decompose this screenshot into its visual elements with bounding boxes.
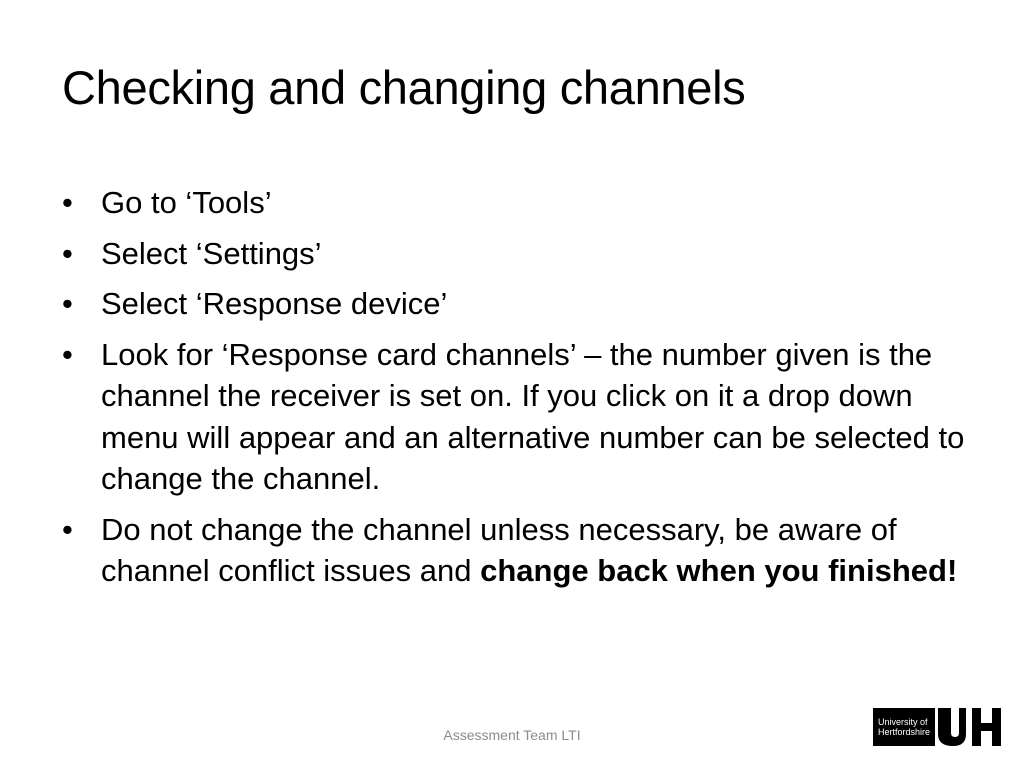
bullet-icon: •: [62, 286, 73, 321]
bullet-item-settings: [62, 233, 967, 275]
logo-line-1: University of: [878, 717, 928, 727]
bullet-item-response-card-channels: [62, 334, 967, 500]
bullet-icon: •: [62, 185, 73, 220]
bullet-text: Look for ‘Response card channels’ – the number given is the channel the receiver is set on. If you click on it a drop down menu will appear and an alternative number can be selected to change the channel.: [101, 336, 965, 496]
bullet-text: Go to ‘Tools’: [101, 185, 272, 220]
logo-wordmark: [873, 708, 935, 746]
bullet-list: [62, 182, 967, 601]
university-of-hertfordshire-logo: [873, 708, 1003, 746]
bullet-item-channel-warning: [62, 509, 967, 592]
bullet-text: Select ‘Response device’: [101, 286, 448, 321]
bullet-text: Select ‘Settings’: [101, 235, 322, 271]
bullet-icon: •: [62, 336, 73, 372]
slide-title: Checking and changing channels: [62, 61, 746, 114]
bullet-icon: •: [62, 511, 73, 547]
bullet-emphasis-text: change back when you finished!: [480, 553, 958, 588]
bullet-text: Do not change the channel unless necessary, be aware of channel conflict issues and: [101, 511, 897, 588]
bullet-item-tools: [62, 182, 967, 224]
slide-footer: Assessment Team LTI: [443, 727, 581, 743]
logo-line-2: Hertfordshire: [878, 727, 931, 737]
bullet-item-response-device: [62, 283, 967, 325]
bullet-icon: •: [62, 235, 73, 271]
uh-logo-icon: [935, 708, 1003, 746]
